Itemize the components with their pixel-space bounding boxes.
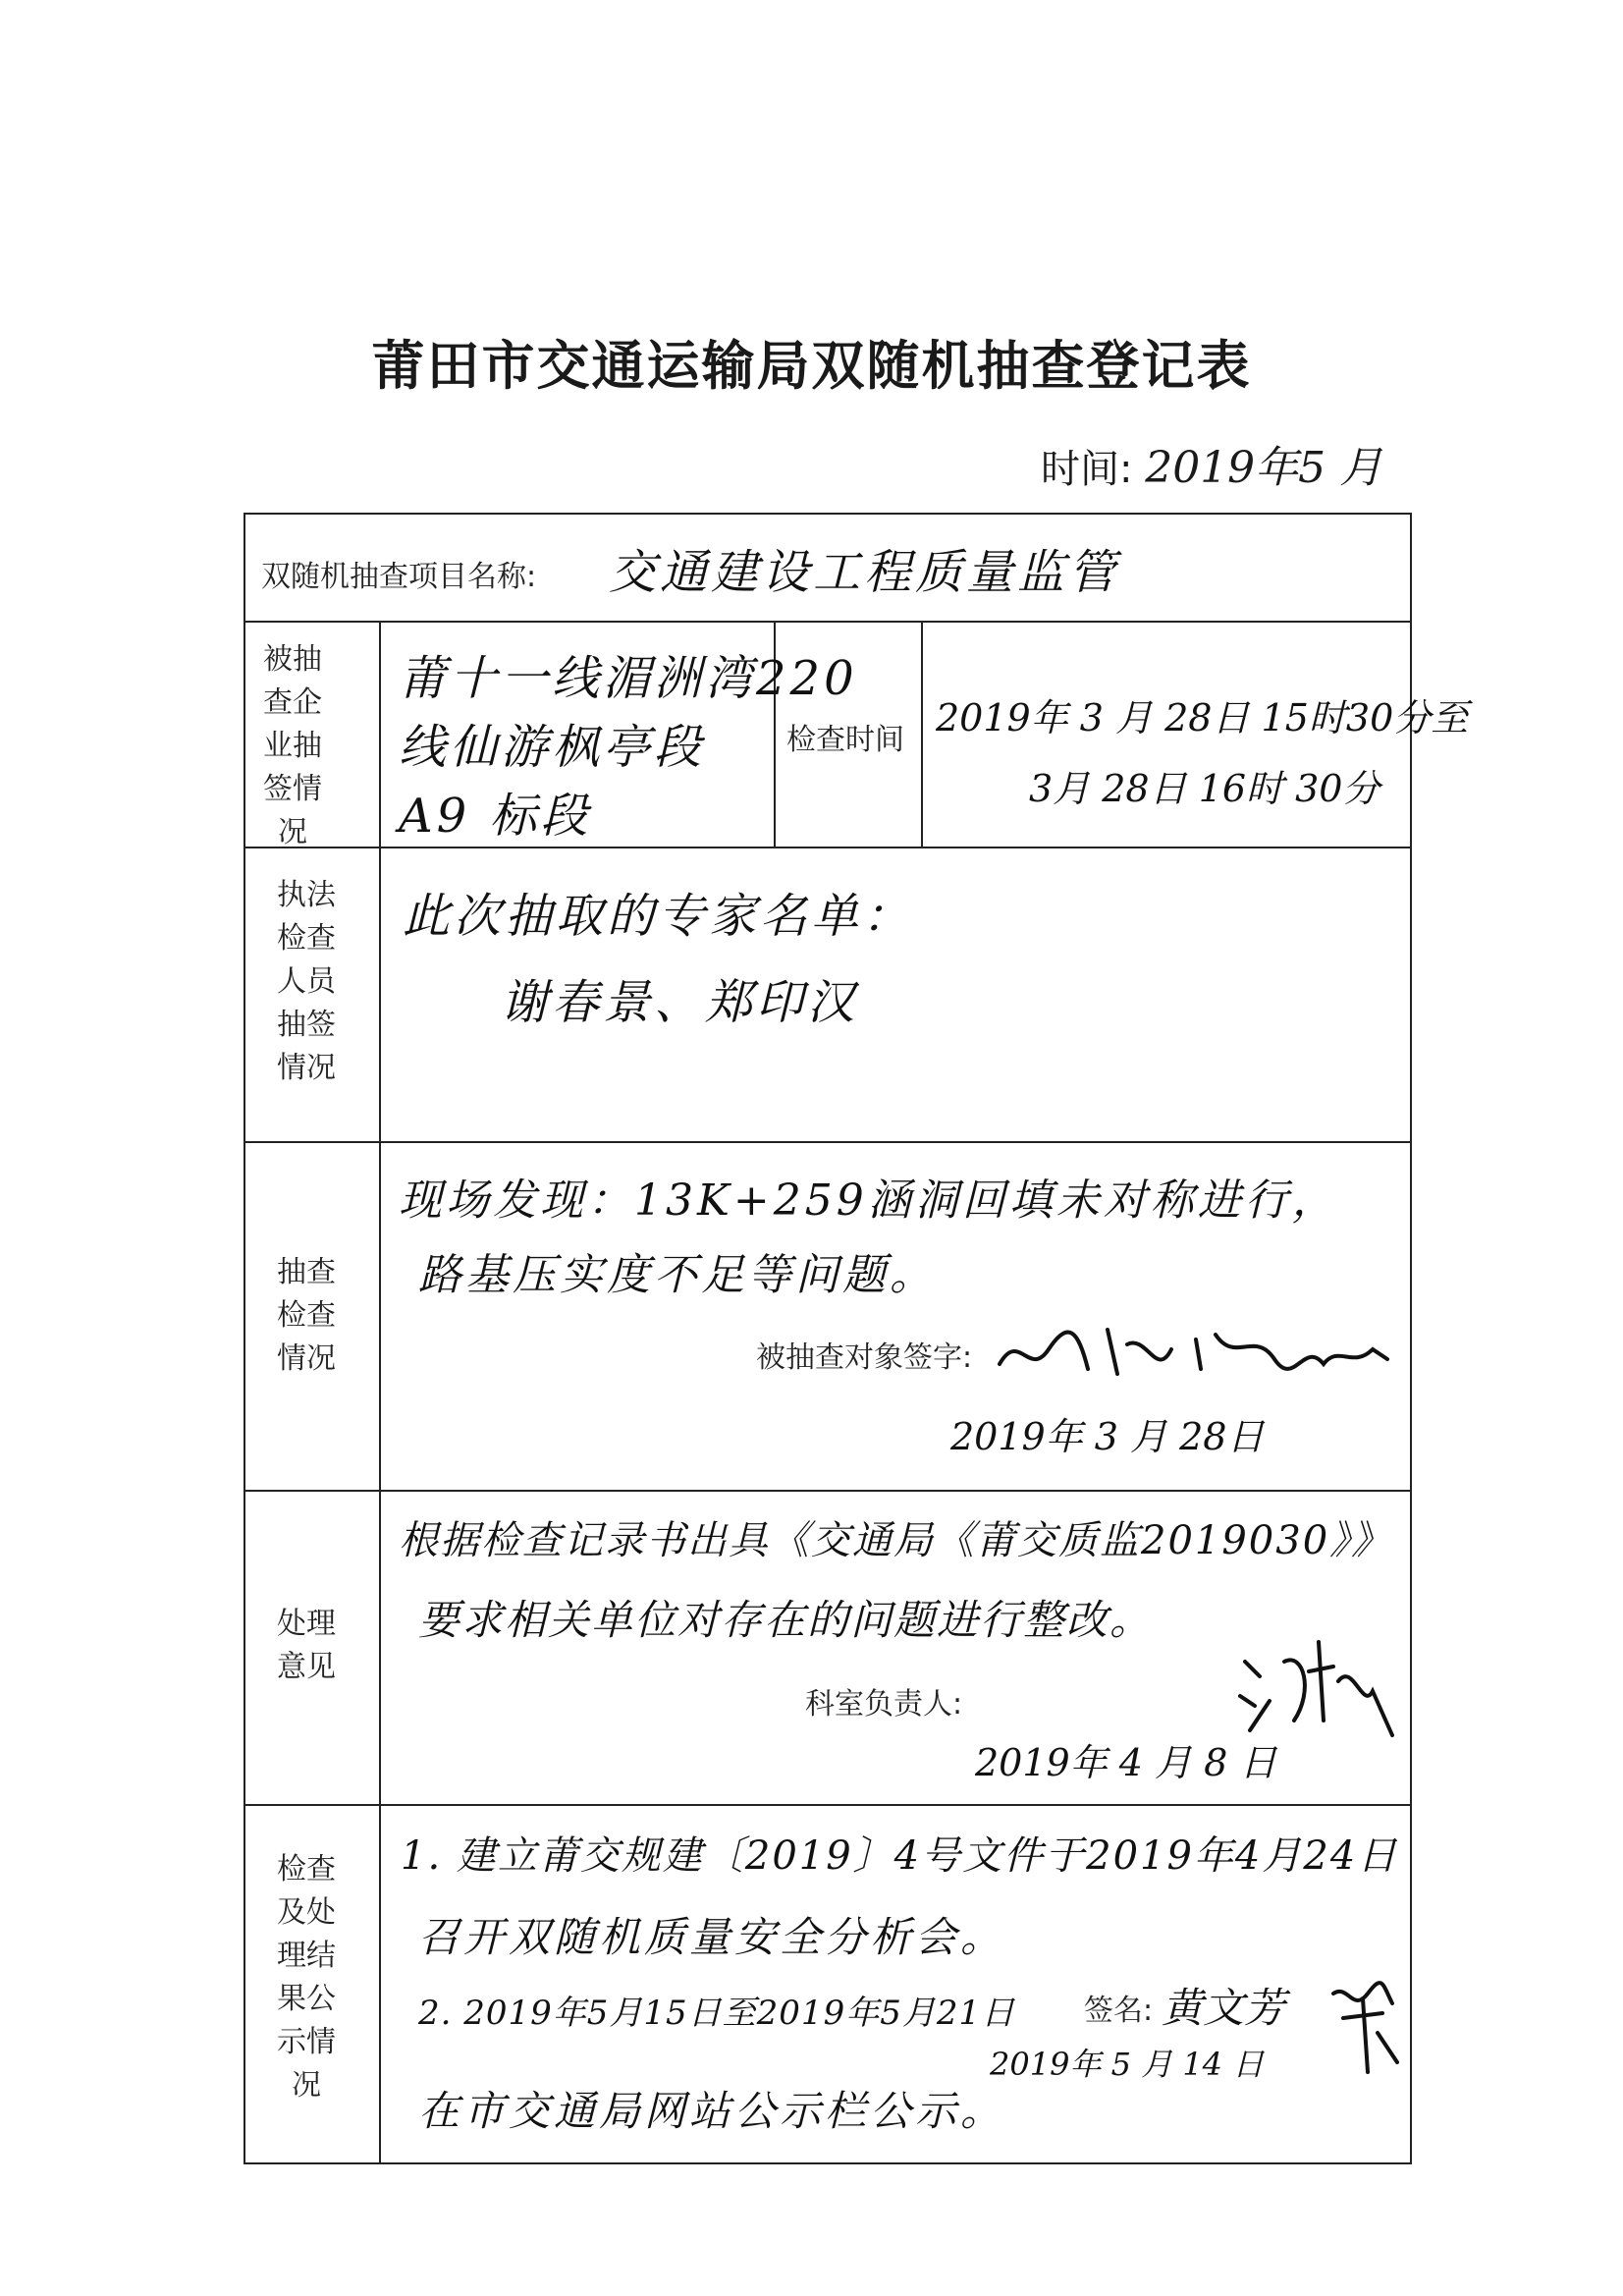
responsible-label: 科室负责人:: [805, 1687, 963, 1722]
document-title: 莆田市交通运输局双随机抽查登记表: [371, 334, 1252, 397]
opinion-value-line: 要求相关单位对存在的问题进行整改。: [418, 1596, 1154, 1644]
result-date: 2019年 5 月 14 日: [990, 2046, 1265, 2083]
result-signature: [1324, 1964, 1412, 2082]
enterprise-value-line: 线仙游枫亭段: [399, 720, 706, 775]
enterprise-value-line: A9 标段: [399, 789, 592, 844]
registration-table: [243, 513, 1469, 2164]
opinion-value-line: 根据检查记录书出具《交通局《莆交质监2019030》》: [399, 1518, 1393, 1563]
opinion-date: 2019年 4 月 8 日: [975, 1741, 1277, 1784]
result-value-line: 1. 建立莆交规建〔2019〕4号文件于2019年4月24日: [401, 1833, 1399, 1879]
opinion-label: 处理意见: [277, 1607, 336, 1684]
result-signer: 黄文芳: [1162, 1984, 1286, 2032]
time-value: 2019年5 月: [1145, 443, 1383, 493]
inspected-party-signature: [990, 1310, 1402, 1389]
result-label: 检查及处理结果公示情况: [277, 1852, 336, 2103]
result-value-line: 召开双随机质量安全分析会。: [418, 1913, 1006, 1961]
inspected-signature-label: 被抽查对象签字:: [756, 1340, 973, 1375]
inspectors-value-line: 此次抽取的专家名单：: [403, 889, 914, 944]
inspection-date: 2019年 3 月 28日: [950, 1415, 1265, 1458]
check-time-value-line: 3月 28日 16时 30分: [1029, 767, 1380, 810]
project-name-value: 交通建设工程质量监管: [609, 545, 1120, 600]
responsible-signature: [1225, 1622, 1402, 1750]
project-name-label: 双随机抽查项目名称:: [261, 560, 537, 594]
result-value-line: 在市交通局网站公示栏公示。: [418, 2087, 1006, 2135]
result-sign-label: 签名:: [1084, 1994, 1154, 2028]
inspection-label: 抽查检查情况: [277, 1255, 336, 1376]
inspectors-label: 执法检查人员抽签情况: [277, 878, 336, 1085]
result-value-line: 2. 2019年5月15日至2019年5月21日: [418, 1994, 1016, 2033]
check-time-label: 检查时间: [786, 723, 904, 757]
inspection-value-line: 现场发现：13K+259涵洞回填未对称进行，: [399, 1175, 1339, 1226]
enterprise-value-line: 莆十一线湄洲湾220: [399, 651, 858, 706]
document-time: [1041, 432, 1382, 495]
check-time-value-line: 2019年 3 月 28日 15时30分至: [936, 696, 1469, 739]
enterprise-label: 被抽查企业抽签情况: [263, 642, 322, 849]
inspectors-value-line: 谢春景、郑印汉: [501, 975, 859, 1030]
inspection-value-line: 路基压实度不足等问题。: [418, 1250, 937, 1300]
time-label: 时间:: [1041, 447, 1133, 492]
